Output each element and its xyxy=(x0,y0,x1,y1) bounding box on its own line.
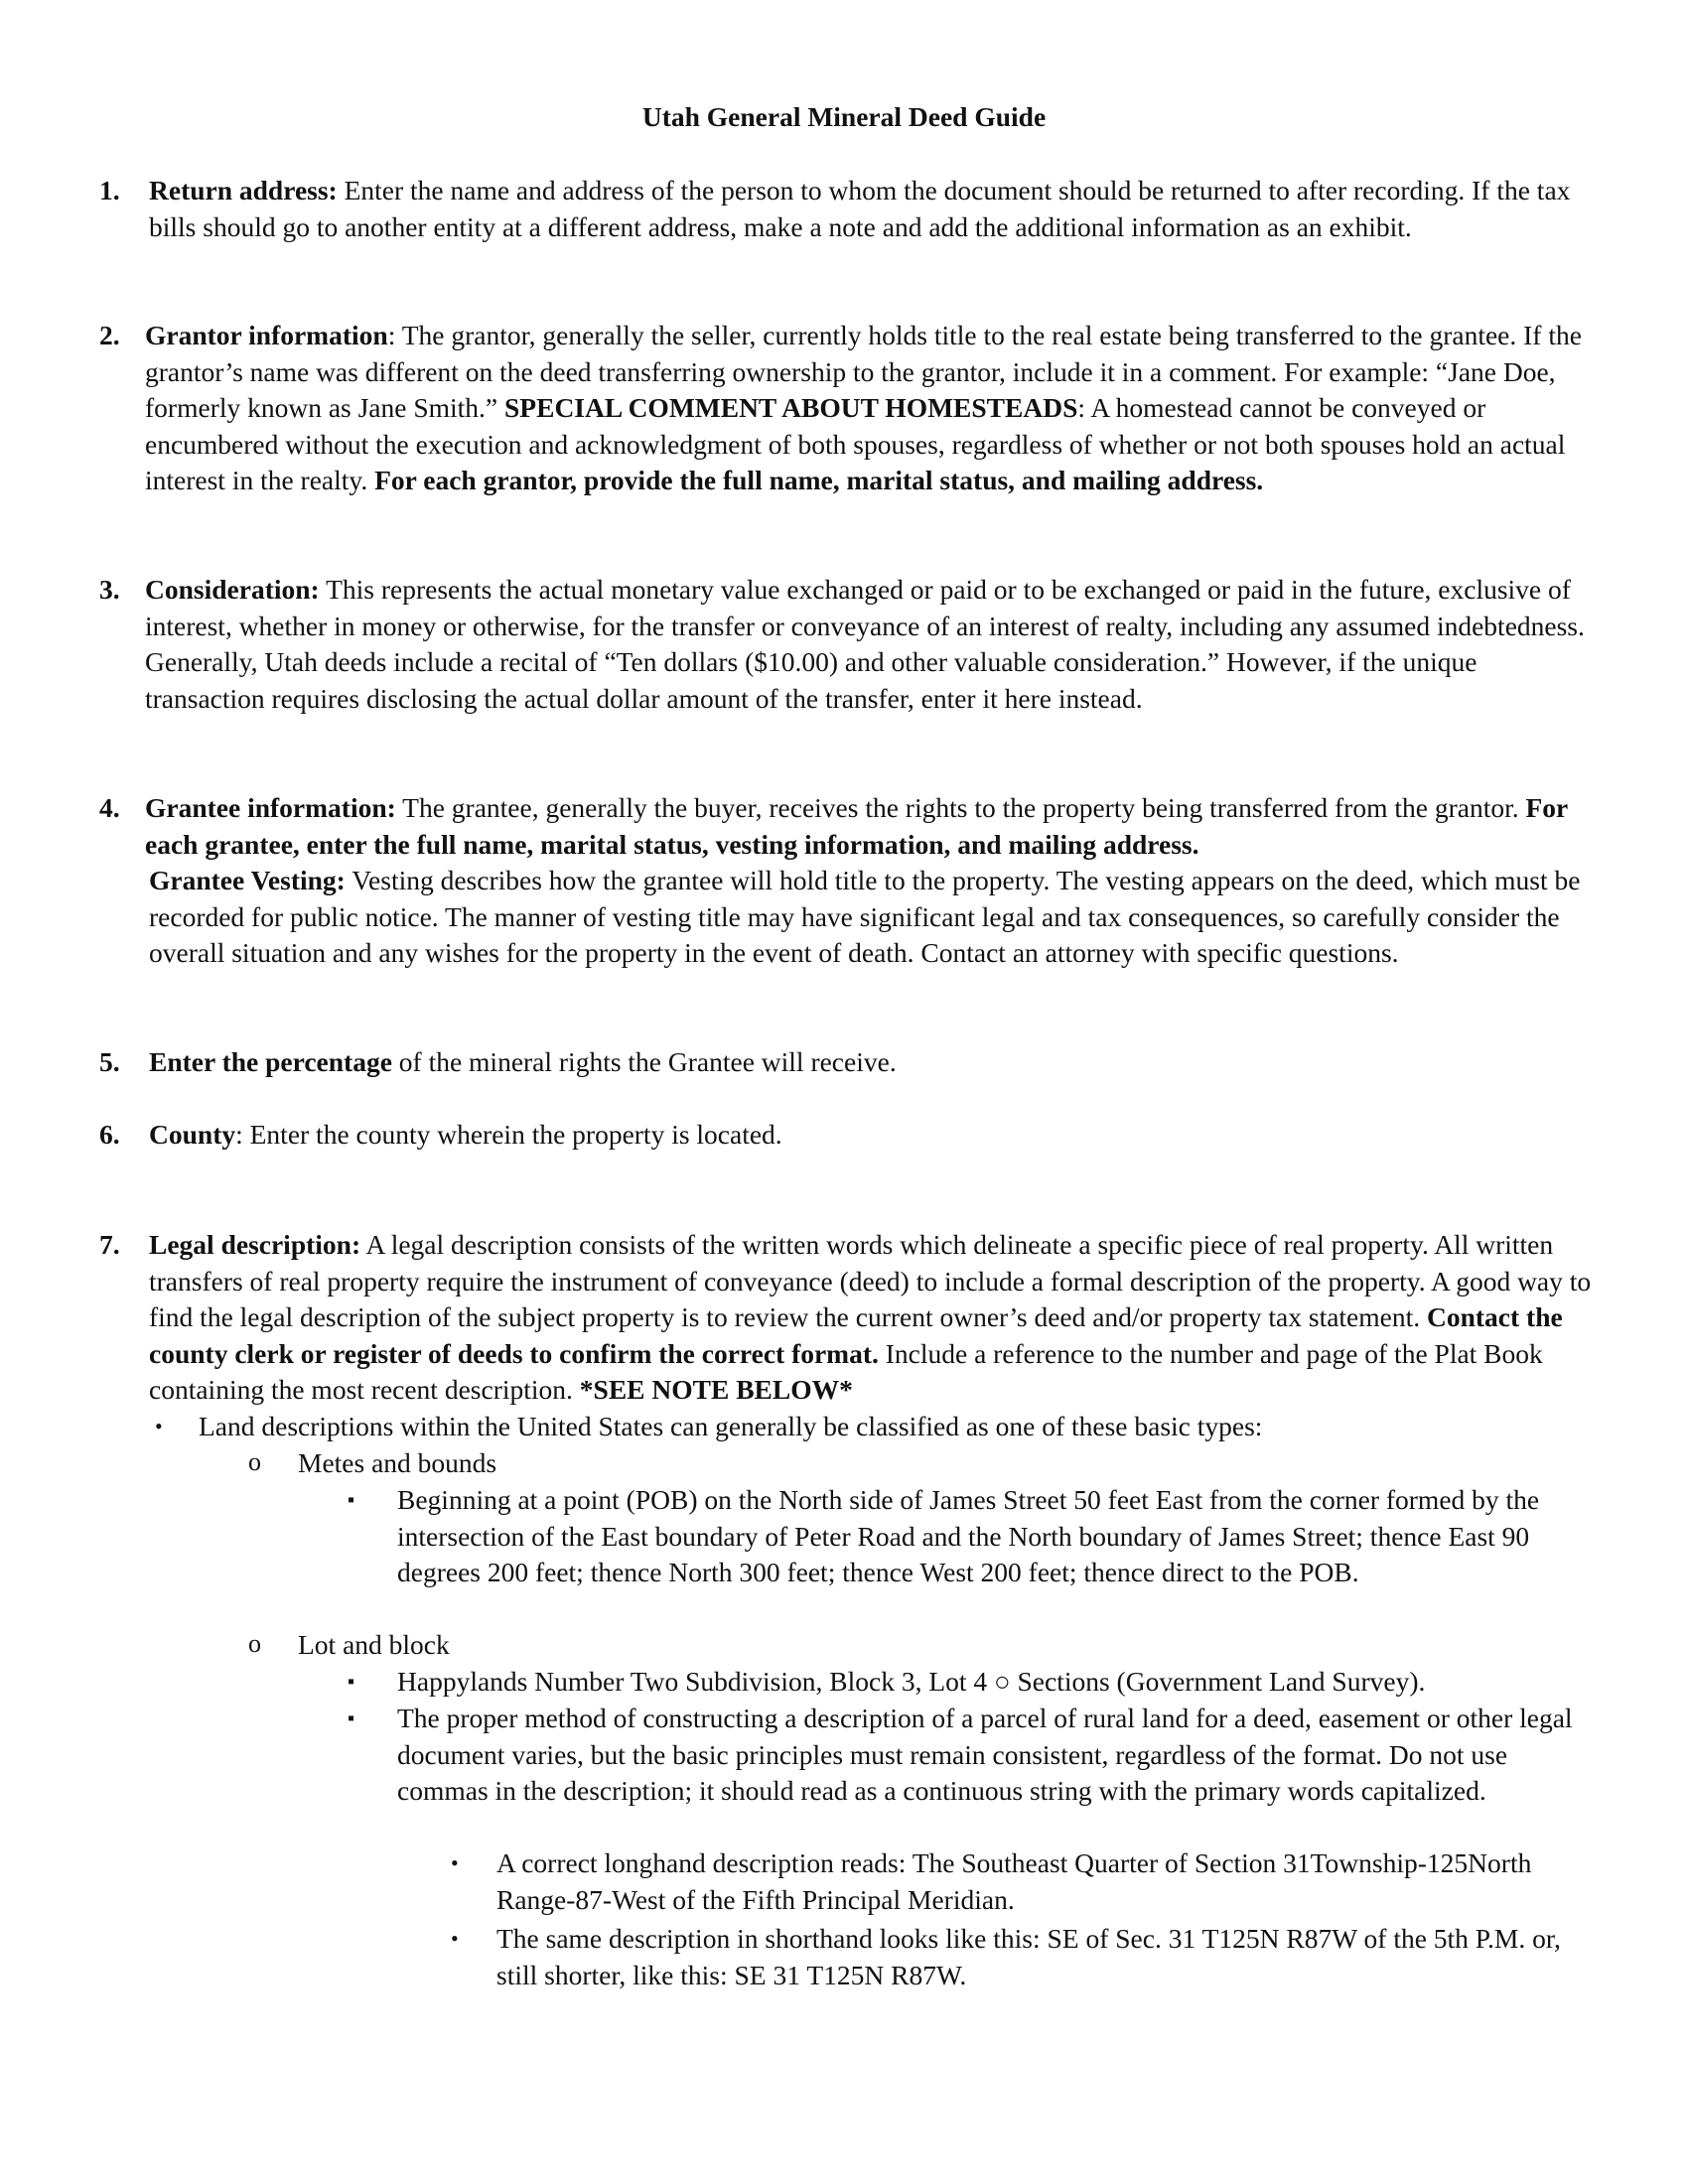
bullet-marker: • xyxy=(155,1414,163,1438)
example-text: Beginning at a point (POB) on the North side of James Street 50 feet East from the corner formed by the intersection of the East boundary of Peter Road and the North boundary of James Street; thence East 90 degrees 200 feet; thence North 300 feet; thence West 200 feet; thence direct to the POB. xyxy=(397,1484,1540,1587)
item-instruction: For each grantor, provide the full name, marital status, and mailing address. xyxy=(374,465,1264,495)
item-instruction: Contact the county clerk or register of deeds to confirm the correct format. xyxy=(149,1301,1563,1369)
item-text: : A homestead cannot be conveyed or encumbered without the execution and acknowledgment of both spouses, regardless of whether or not both spouses hold an actual interest in the realty. xyxy=(145,392,1566,495)
item-number: 1. xyxy=(99,175,120,205)
item-number: 5. xyxy=(99,1046,120,1077)
item-body xyxy=(149,1117,1599,1154)
list-item-lot-example xyxy=(348,1664,1599,1701)
grantee-vesting-label: Grantee Vesting: xyxy=(149,865,346,895)
list-item-metes-and-bounds xyxy=(248,1445,1599,1482)
item-label: Return address: xyxy=(149,175,338,205)
list-item-land-types xyxy=(149,1409,1599,1445)
list-item-metes-example xyxy=(348,1482,1599,1591)
item-body xyxy=(149,1227,1599,1409)
example-text: The proper method of constructing a description of a parcel of rural land for a deed, easement or other legal document varies, but the basic principles must remain consistent, regardless of the format. Do not use commas in the description; it should read as a continuous string with the primary words capitalized. xyxy=(397,1703,1573,1806)
list-item-grantor-information xyxy=(99,318,1599,499)
item-body xyxy=(149,1044,1599,1081)
item-text: This represents the actual monetary value exchanged or paid or to be exchanged or paid in the future, exclusive of interest, whether in money or otherwise, for the transfer or conveyance of an interest of realty, including any assumed indebtedness. Generally, Utah deeds include a recital of “Ten dollars ($10.00) and other valuable consideration.” However, if the unique transaction requires disclosing the actual dollar amount of the transfer, enter it here instead. xyxy=(145,574,1585,714)
example-text: Happylands Number Two Subdivision, Block 3, Lot 4 ○ Sections (Government Land Survey). xyxy=(397,1666,1426,1697)
item-number: 7. xyxy=(99,1229,120,1260)
circle-marker: o xyxy=(248,1629,261,1658)
item-text: Include a reference to the number and page of the Plat Book containing the most recent description. xyxy=(149,1337,1543,1405)
item-label: County xyxy=(149,1119,236,1150)
item-text: The grantee, generally the buyer, receives the rights to the property being transferred from the grantor. xyxy=(395,792,1526,823)
item-label: Enter the percentage xyxy=(149,1046,392,1077)
square-marker: ▪ xyxy=(348,1707,355,1729)
list-item-grantee-information xyxy=(99,790,1599,972)
bullet-marker: • xyxy=(451,1926,459,1951)
item-body xyxy=(145,572,1599,717)
item-text: : The grantor, generally the seller, currently holds title to the real estate being transferred to the grantee. If the grantor’s name was different on the deed transferring ownership to the grantor, include it in a comment. For example: “Jane Doe, formerly known as Jane Smith.” xyxy=(145,320,1582,423)
circle-marker: o xyxy=(248,1447,261,1476)
sub-bullet-text: Lot and block xyxy=(298,1629,450,1660)
item-number: 4. xyxy=(99,792,120,823)
longhand-text: A correct longhand description reads: The Southeast Quarter of Section 31Township-125North Range-87-West of the Fifth Principal Meridian. xyxy=(496,1847,1532,1915)
item-body xyxy=(149,173,1599,245)
item-text: : Enter the county wherein the property is located. xyxy=(235,1119,782,1150)
list-item-return-address xyxy=(99,173,1599,245)
sub-bullet-text: Metes and bounds xyxy=(298,1447,497,1478)
item-text: of the mineral rights the Grantee will receive. xyxy=(391,1046,897,1077)
grantee-vesting-text: Vesting describes how the grantee will hold title to the property. The vesting appears on the deed, which must be recorded for public notice. The manner of vesting title may have significant legal and tax consequences, so carefully consider the overall situation and any wishes for the property in the event of death. Contact an attorney with specific questions. xyxy=(149,865,1581,968)
item-number: 6. xyxy=(99,1119,120,1150)
list-item-proper-method xyxy=(348,1701,1599,1810)
see-note-below: *SEE NOTE BELOW* xyxy=(579,1374,853,1405)
bullet-marker: • xyxy=(451,1850,459,1875)
item-body xyxy=(145,318,1599,499)
item-number: 2. xyxy=(99,320,120,350)
item-label: Grantee information: xyxy=(145,792,396,823)
item-text: A legal description consists of the written words which delineate a specific piece of real property. All written transfers of real property require the instrument of conveyance (deed) to include a formal description of the property. A good way to find the legal description of the subject property is to review the current owner’s deed and/or property tax statement. xyxy=(149,1229,1592,1332)
shorthand-text: The same description in shorthand looks like this: SE of Sec. 31 T125N R87W of the 5th P.M. or, still shorter, like this: SE 31 T125N R87W. xyxy=(496,1923,1561,1990)
item-label: Consideration: xyxy=(145,574,320,605)
item-instruction: For each grantee, enter the full name, marital status, vesting information, and mailing address. xyxy=(145,792,1568,860)
list-item-shorthand xyxy=(447,1921,1599,1993)
item-body xyxy=(145,790,1599,972)
special-comment-heading: SPECIAL COMMENT ABOUT HOMESTEADS xyxy=(504,392,1078,423)
list-item-lot-and-block xyxy=(248,1627,1599,1664)
item-label: Grantor information xyxy=(145,320,388,350)
list-item-consideration xyxy=(99,572,1599,717)
list-item-percentage xyxy=(99,1044,1599,1081)
item-number: 3. xyxy=(99,574,120,605)
square-marker: ▪ xyxy=(348,1489,355,1511)
square-marker: ▪ xyxy=(348,1671,355,1693)
item-text: Enter the name and address of the person to whom the document should be returned to after recording. If the tax bills should go to another entity at a different address, make a note and add the additional information as an exhibit. xyxy=(149,175,1571,242)
item-label: Legal description: xyxy=(149,1229,361,1260)
list-item-longhand xyxy=(447,1845,1599,1918)
bullet-text: Land descriptions within the United States can generally be classified as one of these basic types: xyxy=(199,1411,1263,1441)
page-title: Utah General Mineral Deed Guide xyxy=(641,101,1047,132)
list-item-legal-description xyxy=(99,1227,1599,1409)
list-item-county xyxy=(99,1117,1599,1154)
